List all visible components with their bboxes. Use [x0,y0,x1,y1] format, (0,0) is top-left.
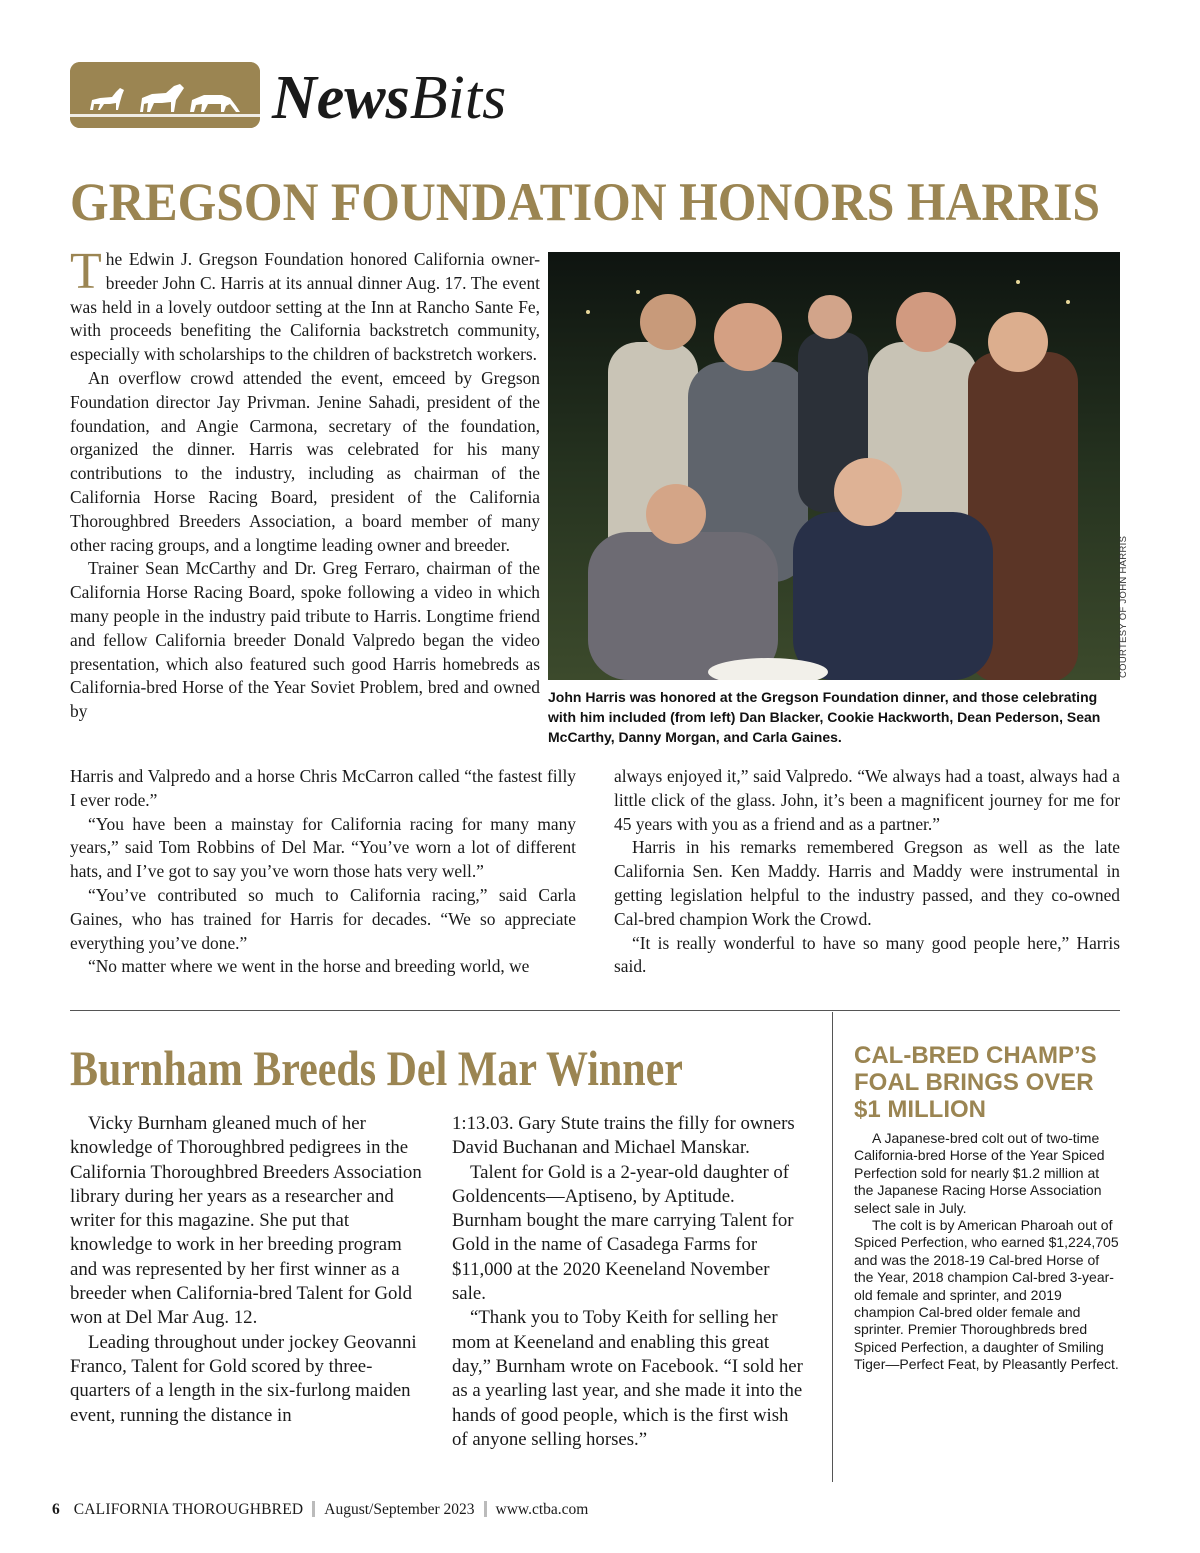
article-paragraph: “It is really wonderful to have so many good people here,” Harris said. [614,932,1120,977]
photo-credit: COURTESY OF JOHN HARRIS [1118,535,1129,678]
headline-gregson: GREGSON FOUNDATION HONORS HARRIS [70,172,1101,232]
newsbits-logo [70,62,260,128]
article-paragraph: “You’ve contributed so much to California racing,” said Carla Gaines, who has trained for Harris for decades. “We so appreciate everything you’ve done.” [70,884,576,953]
article1-column-right-bottom [614,765,1120,979]
footer-separator [312,1501,315,1517]
article1-column-left [70,243,540,724]
footer-separator [484,1501,487,1517]
article-paragraph: The Edwin J. Gregson Foundation honored California owner-breeder John C. Harris at its annual dinner Aug. 17. The event was held in a lovely outdoor setting at the Inn at Rancho Sante Fe, with proceeds benefiting the California backstretch community, especially with scholarships to the children of backstretch workers. [70,243,540,365]
section-divider [70,1010,1120,1011]
article-paragraph: Harris and Valpredo and a horse Chris McCarron called “the fastest filly I ever rode.” [70,766,576,810]
page-number: 6 [52,1501,60,1518]
article-paragraph: “You have been a mainstay for California racing for many many years,” said Tom Robbins of Del Mar. “You’ve worn a lot of different hats, and I’ve got to say you’ve worn those hats very well.” [70,813,576,882]
article-paragraph: “No matter where we went in the horse and breeding world, we [88,956,530,977]
article-paragraph: An overflow crowd attended the event, emceed by Gregson Foundation director Jay Privman. Jenine Sahadi, president of the foundation, and Angie Carmona, secretary of the foundation, organized the dinner. Harris was celebrated for his many contributions to the industry, including as chairman of the California Horse Racing Board, president of the California Thoroughbred Breeders Association, a board member of many other racing groups, and a longtime leading owner and breeder. [70,367,540,555]
article-paragraph: Harris in his remarks remembered Gregson as well as the late California Sen. Ken Maddy. Harris and Maddy were instrumental in getting legislation helpful to the industry passed, and they co-owned Cal-bred champion Work the Crowd. [614,837,1120,929]
article-paragraph: Leading throughout under jockey Geovanni Franco, Talent for Gold scored by three-quarters of a length in the six-furlong maiden event, running the distance in [70,1331,417,1426]
article2-column-1 [70,1112,426,1428]
sidebar-body [854,1130,1120,1374]
section-title: NewsBits [272,64,507,132]
sidebar-paragraph: A Japanese-bred colt out of two-time California-bred Horse of the Year Spiced Perfection sold for nearly $1.2 million at the Japanese Racing Horse Association select sale in July. [854,1130,1105,1216]
article-paragraph: “Thank you to Toby Keith for selling her mom at Keeneland and enabling this great day,” Burnham wrote on Facebook. “I sold her as a yearling last year, and she made it into the hands of good people, which is the first wish of anyone selling horses.” [452,1307,803,1450]
sidebar-paragraph: The colt is by American Pharoah out of Spiced Perfection, who earned $1,224,705 and was the 2018-19 Cal-bred Horse of the Year, 2018 champion Cal-bred 3-year-old female and sprinter, and 2019 champion Cal-bred older female and sprinter. Premier Thoroughbreds bred Spiced Perfection, a daughter of Smiling Tiger—Perfect Feat, by Pleasantly Perfect. [854,1217,1119,1373]
headline-burnham: Burnham Breeds Del Mar Winner [70,1040,683,1096]
article1-column-left-bottom [70,765,576,979]
article-paragraph: 1:13.03. Gary Stute trains the filly for owners David Buchanan and Michael Manskar. [452,1113,795,1159]
photo-caption: John Harris was honored at the Gregson Foundation dinner, and those celebrating with him included (from left) Dan Blacker, Cookie Hackworth, Dean Pederson, Sean McCarthy, Danny Morgan, and Carla Gaines. [548,689,1101,745]
article-paragraph: always enjoyed it,” said Valpredo. “We always had a toast, always had a little click of the glass. John, it’s been a magnificent journey for me for 45 years with you as a friend and as a partner.” [614,766,1120,834]
sidebar-headline: CAL-BRED CHAMP’S FOAL BRINGS OVER $1 MILLION [854,1042,1097,1123]
article-paragraph: Vicky Burnham gleaned much of her knowledge of Thoroughbred pedigrees in the California Thoroughbred Breeders Association library during her years as a researcher and writer for this magazine. She put that knowledge to work in her breeding program and was represented by her first winner as a breeder when California-bred Talent for Gold won at Del Mar Aug. 12. [70,1113,422,1329]
article-paragraph: Trainer Sean McCarthy and Dr. Greg Ferraro, chairman of the California Horse Racing Board, spoke following a video in which many people in the industry paid tribute to Harris. Longtime friend and fellow California breeder Donald Valpredo began the video presentation, which also featured such good Harris homebreds as California-bred Horse of the Year Soviet Problem, bred and owned by [70,558,540,722]
website-link[interactable]: www.ctba.com [495,1501,589,1518]
article-paragraph: Talent for Gold is a 2-year-old daughter of Goldencents—Aptiseno, by Aptitude. Burnham bought the mare carrying Talent for Gold in the name of Casadega Farms for $11,000 at the 2020 Keeneland November sale. [452,1161,794,1305]
issue-date: August/September 2023 [324,1501,475,1518]
event-photo [548,252,1120,680]
dropcap: T [70,243,102,300]
sidebar-divider [832,1012,833,1482]
publication-name: CALIFORNIA THOROUGHBRED [73,1501,304,1518]
page-footer [52,1500,588,1520]
horses-silhouette-icon [70,62,260,128]
article2-column-2 [452,1112,808,1452]
